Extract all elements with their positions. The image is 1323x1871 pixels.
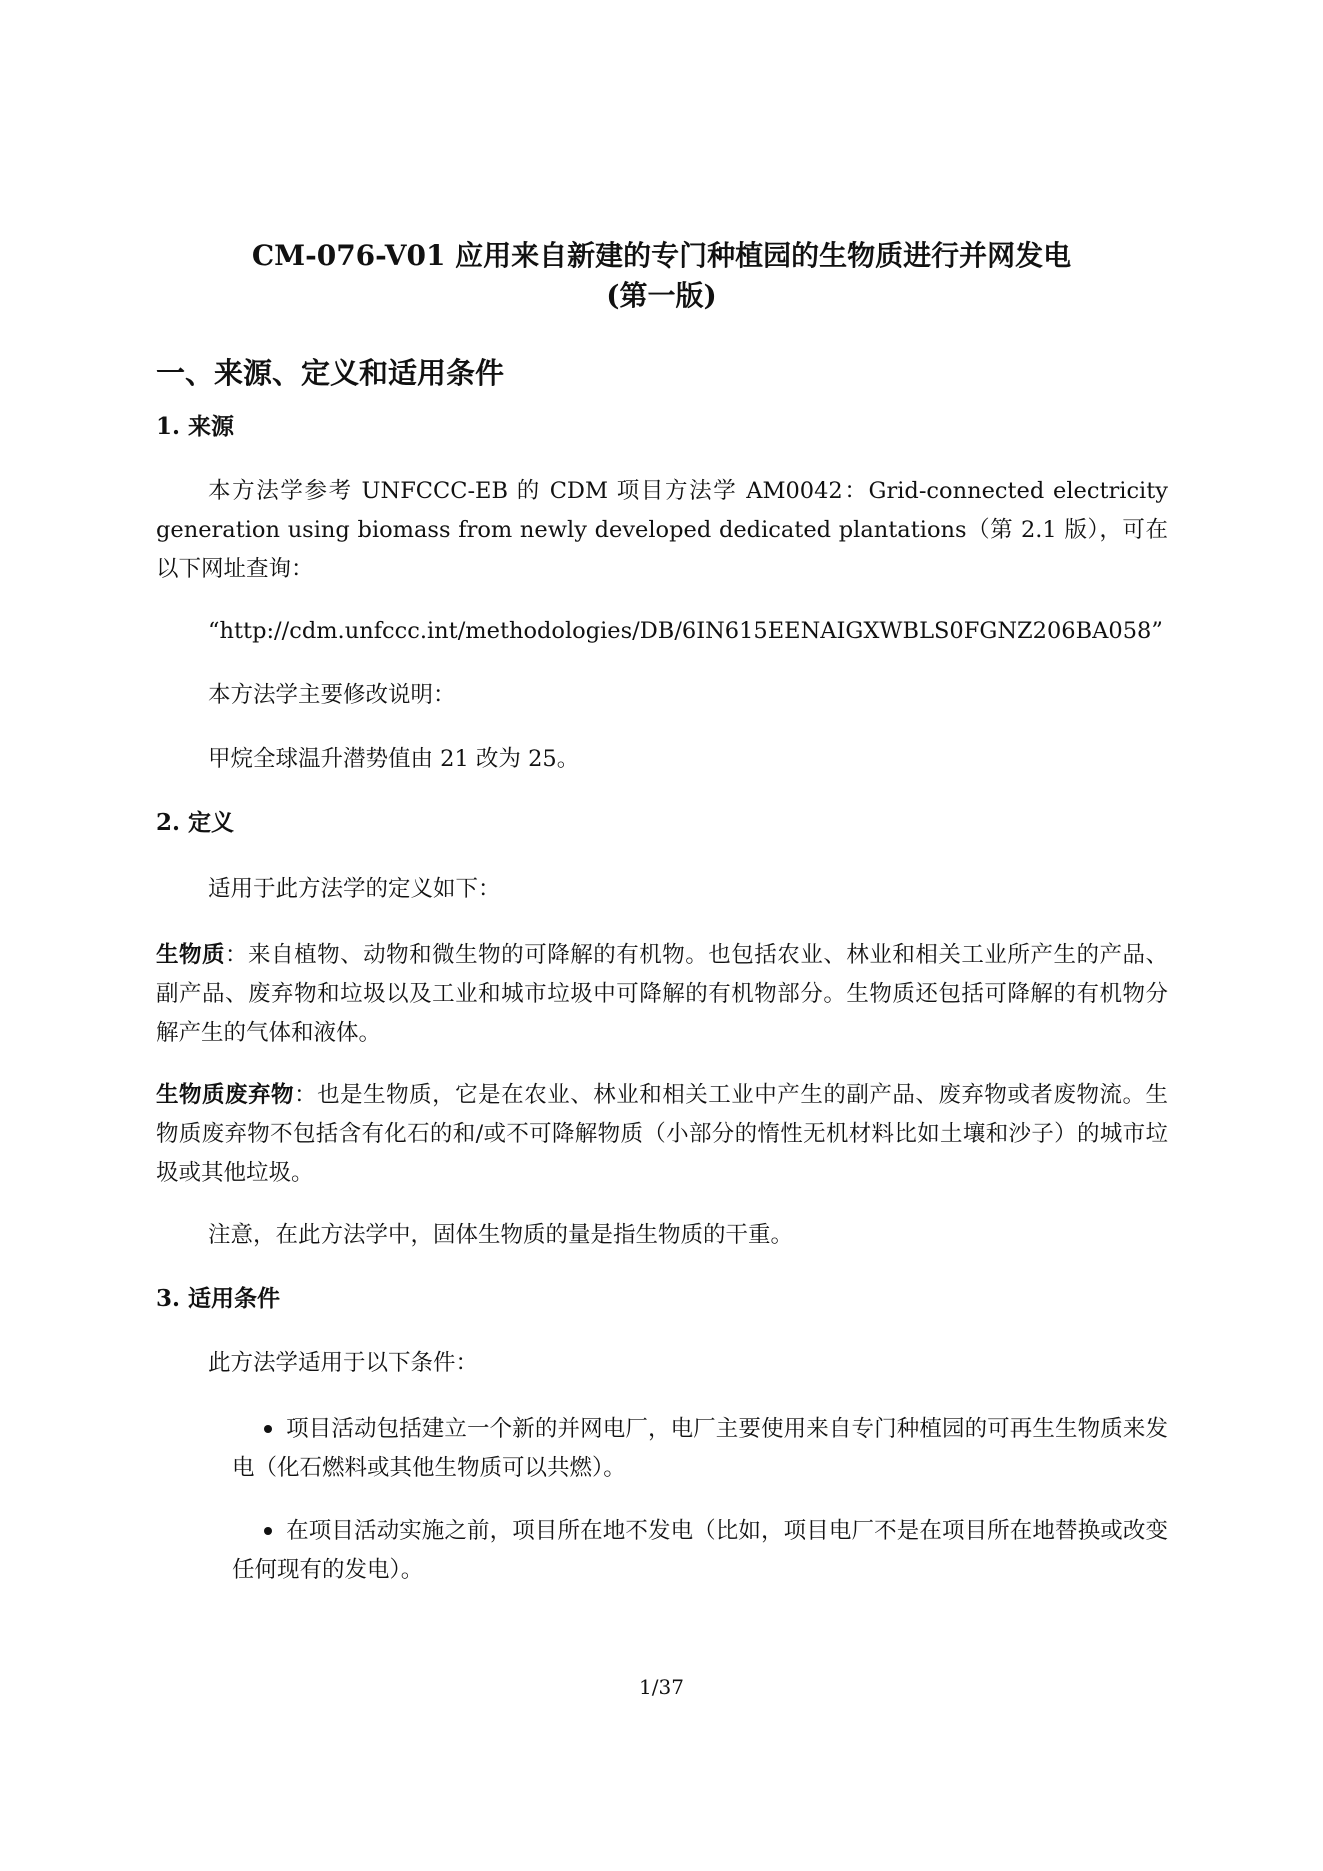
bullet-icon — [264, 1527, 272, 1535]
methodology-url[interactable]: “http://cdm.unfccc.int/methodologies/DB/6IN615EENAIGXWBLS0FGNZ206BA058” — [208, 618, 1163, 644]
list-item — [232, 1512, 1168, 1590]
paragraph-applicability-intro: 此方法学适用于以下条件： — [208, 1350, 479, 1376]
document-version: (第一版) — [606, 279, 717, 312]
page-number: 1/37 — [639, 1675, 684, 1699]
subheading-definitions: 2. 定义 — [156, 809, 235, 836]
definition-biomass-residues — [156, 1076, 1168, 1193]
paragraph-note: 注意，在此方法学中，固体生物质的量是指生物质的干重。 — [208, 1222, 794, 1248]
paragraph-reference: 本方法学参考 UNFCCC-EB 的 CDM 项目方法学 AM0042：Grid-connected electricity generation using biomass from newly developed dedicated plantations（第 2.1 版），可在以下网址查询： — [156, 478, 1168, 582]
bullet-icon — [264, 1425, 272, 1433]
paragraph-modification-detail: 甲烷全球温升潜势值由 21 改为 25。 — [208, 746, 580, 772]
subheading-applicability: 3. 适用条件 — [156, 1285, 281, 1312]
document-title: CM-076-V01 应用来自新建的专门种植园的生物质进行并网发电 — [251, 239, 1072, 272]
definition-text: ：来自植物、动物和微生物的可降解的有机物。也包括农业、林业和相关工业所产生的产品、副产品、废弃物和垃圾以及工业和城市垃圾中可降解的有机物部分。生物质还包括可降解的有机物分解产生的气体和液体。 — [156, 942, 1168, 1046]
subheading-sources: 1. 来源 — [156, 413, 235, 440]
list-item — [232, 1410, 1168, 1488]
list-item-text: 在项目活动实施之前，项目所在地不发电（比如，项目电厂不是在项目所在地替换或改变任何现有的发电）。 — [232, 1518, 1168, 1583]
list-item-text: 项目活动包括建立一个新的并网电厂，电厂主要使用来自专门种植园的可再生生物质来发电（化石燃料或其他生物质可以共燃）。 — [232, 1416, 1168, 1481]
definition-text: ：也是生物质，它是在农业、林业和相关工业中产生的副产品、废弃物或者废物流。生物质废弃物不包括含有化石的和/或不可降解物质（小部分的惰性无机材料比如土壤和沙子）的城市垃圾或其他垃圾。 — [156, 1082, 1168, 1186]
definition-term: 生物质 — [156, 942, 226, 968]
definition-term: 生物质废弃物 — [156, 1082, 295, 1108]
paragraph-modification-intro: 本方法学主要修改说明： — [208, 682, 456, 708]
paragraph-definitions-intro: 适用于此方法学的定义如下： — [208, 876, 501, 902]
section-heading-sources-definitions: 一、来源、定义和适用条件 — [156, 356, 505, 390]
definition-biomass — [156, 936, 1168, 1053]
